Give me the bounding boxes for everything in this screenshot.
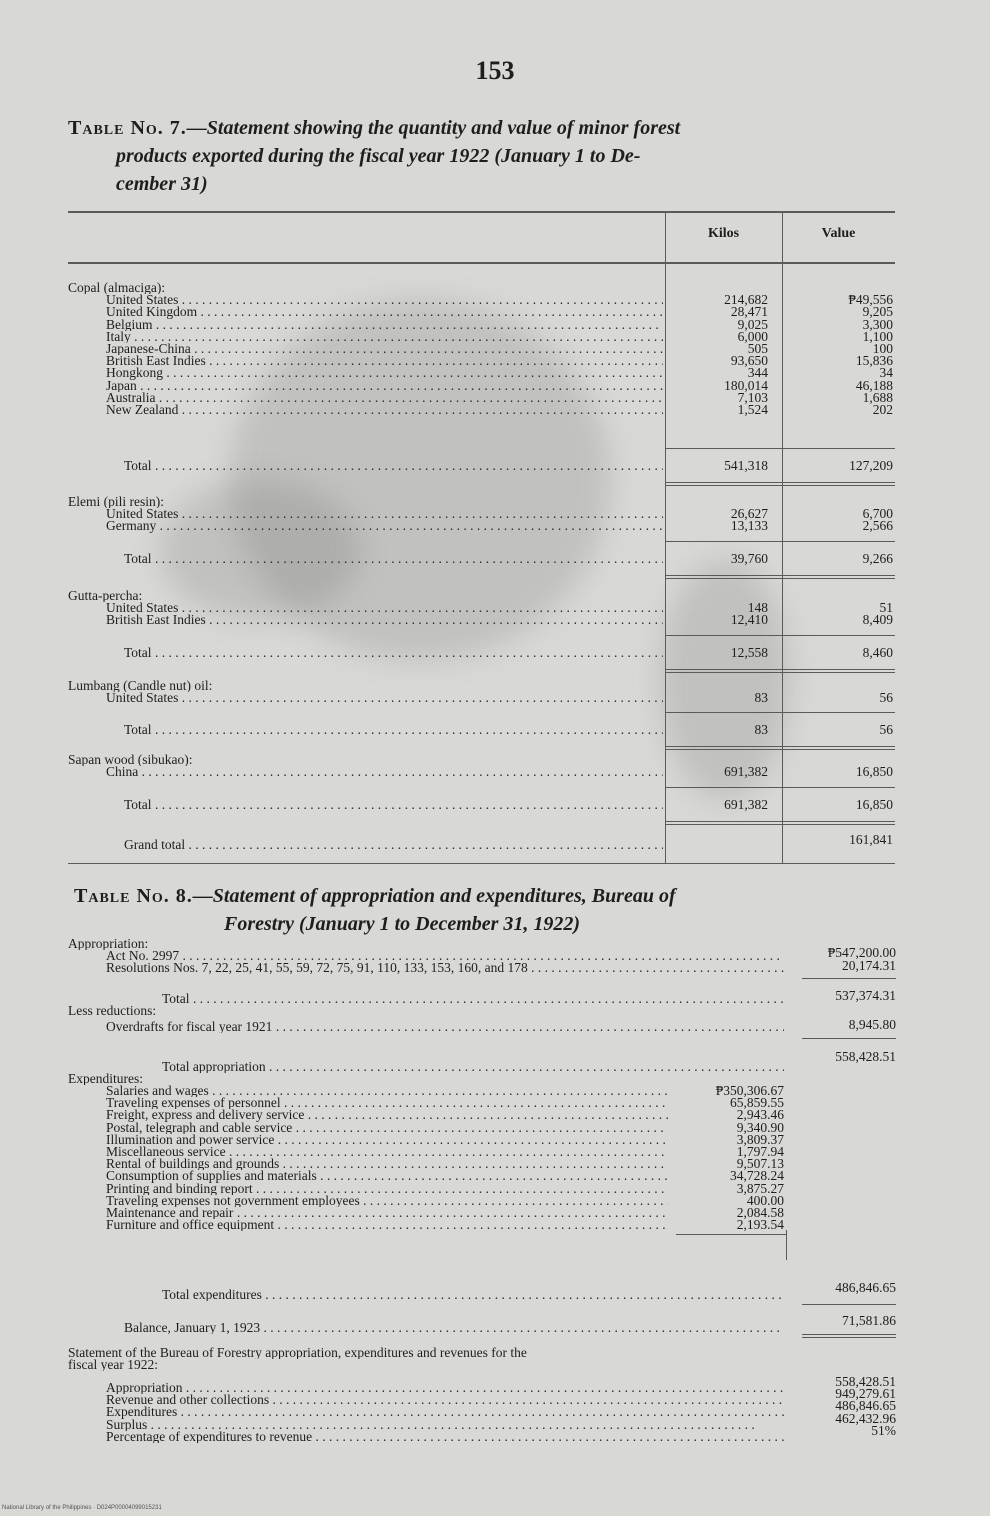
group-heading: Copal (almaciga): [68, 282, 166, 295]
kilos-cell: 505 [747, 341, 768, 356]
kilos-cell: 28,471 [730, 304, 768, 320]
total-kilos: 83 [754, 722, 768, 737]
row-label: New Zealand . . . [106, 404, 663, 416]
expenditure-value: 1,797.94 [736, 1144, 784, 1159]
double-rule [665, 672, 895, 673]
group-heading: Elemi (pili resin): [68, 496, 164, 509]
double-rule [665, 669, 895, 670]
page-number: 153 [475, 56, 515, 85]
total-label: Total . . . [124, 553, 663, 565]
kilos-cell: 13,133 [730, 518, 768, 534]
value-cell: 2,566 [862, 518, 893, 534]
table7-title-1: —Statement showing the quantity and value of minor forest [186, 117, 681, 139]
table7-title-3: cember 31) [116, 173, 208, 195]
table8-caption [74, 882, 904, 938]
kilos-header: Kilos [707, 226, 740, 241]
row-label: Italy . . . [106, 331, 663, 343]
statement-line-2: fiscal year 1922: [68, 1359, 158, 1372]
total-label: Total . . . [124, 799, 663, 811]
act-label: Act No. 2997 . . . [106, 950, 784, 962]
row-label: United Kingdom . . . [106, 306, 663, 318]
balance-value: 71,581.86 [842, 1313, 896, 1328]
table8-label: Table No. 8. [74, 885, 193, 907]
total-value: 16,850 [855, 797, 893, 812]
kilos-cell: 180,014 [724, 377, 768, 393]
value-cell: 51 [879, 600, 893, 616]
row-label: British East Indies . . . [106, 614, 663, 626]
value-cell: 46,188 [855, 377, 893, 393]
statement-row-label: Revenue and other collections . . . [106, 1394, 784, 1406]
sum-divider [786, 1230, 787, 1260]
total-label: Total . . . [124, 724, 663, 736]
expenditure-label: Postal, telegraph and cable service . . . [106, 1122, 668, 1134]
statement-row-value: 51% [871, 1422, 896, 1438]
double-rule [802, 1337, 896, 1338]
subtotal-rule [665, 541, 895, 542]
expenditure-value: 2,193.54 [736, 1217, 784, 1233]
row-label: Belgium . . . [106, 319, 663, 331]
row-label: Hongkong . . . [106, 367, 663, 379]
total-expenditures-label: Total expenditures . . . [162, 1289, 784, 1301]
total-label: Total . . . [124, 460, 663, 472]
expenditure-label: Illumination and power service . . . [106, 1134, 668, 1146]
expenditure-value: ₱350,306.67 [715, 1083, 784, 1098]
subtotal-rule [665, 787, 895, 788]
expenditure-label: Salaries and wages . . . [106, 1085, 668, 1097]
double-rule [665, 824, 895, 825]
appropriation-heading: Appropriation: [68, 938, 149, 951]
expenditure-value: 9,507.13 [736, 1156, 784, 1172]
table7-label: Table No. 7. [68, 117, 187, 139]
kilos-cell: 148 [747, 600, 768, 616]
resolutions-value: 20,174.31 [842, 958, 896, 973]
row-label: China . . . [106, 766, 663, 778]
value-cell: 3,300 [862, 316, 893, 332]
value-cell: 16,850 [855, 764, 893, 780]
expenditure-label: Traveling expenses of personnel . . . [106, 1097, 668, 1109]
statement-line-1: Statement of the Bureau of Forestry appropriation, expenditures and revenues for the [68, 1347, 527, 1360]
statement-row-value: 486,846.65 [835, 1398, 896, 1414]
statement-row-value: 949,279.61 [835, 1386, 896, 1402]
double-rule [665, 749, 895, 750]
table7-title-2: products exported during the fiscal year 1922 (January 1 to De- [116, 145, 641, 167]
row-label: United States . . . [106, 692, 663, 704]
kilos-cell: 1,524 [737, 402, 768, 417]
table7-header-rule [68, 262, 895, 264]
row-label: United States . . . [106, 602, 663, 614]
value-cell: 100 [872, 341, 893, 356]
total-appropriation-label: Total appropriation . . . [162, 1061, 784, 1073]
statement-row-label: Percentage of expenditures to revenue . . . [106, 1431, 784, 1443]
group-heading: Lumbang (Candle nut) oil: [68, 680, 213, 693]
overdrafts-label: Overdrafts for fiscal year 1921 . . . [106, 1021, 784, 1033]
row-label: Japan . . . [106, 380, 663, 392]
double-rule [665, 821, 895, 822]
act-value: ₱547,200.00 [827, 945, 896, 960]
row-label: Germany . . . [106, 520, 663, 532]
expenditure-value: 3,875.27 [736, 1180, 784, 1196]
double-rule [665, 485, 895, 486]
total-kilos: 691,382 [724, 797, 768, 812]
row-label: United States . . . [106, 508, 663, 520]
row-label: British East Indies . . . [106, 355, 663, 367]
sum-rule [802, 1304, 896, 1305]
value-cell: 1,100 [862, 328, 893, 344]
overdrafts-value: 8,945.80 [848, 1017, 896, 1032]
total-expenditures-value: 486,846.65 [835, 1280, 896, 1295]
subtotal-rule [665, 448, 895, 449]
expenditure-label: Consumption of supplies and materials . . . [106, 1170, 668, 1182]
expenditure-label: Printing and binding report . . . [106, 1183, 668, 1195]
double-rule [665, 575, 895, 576]
double-rule [665, 746, 895, 747]
kilos-cell: 9,025 [737, 316, 768, 332]
table8-title-2: Forestry (January 1 to December 31, 1922) [224, 913, 581, 935]
row-label: United States . . . [106, 294, 663, 306]
statement-row-label: Expenditures . . . [106, 1406, 784, 1418]
subtotal-rule [665, 712, 895, 713]
value-cell: 8,409 [862, 612, 893, 628]
kilos-cell: 93,650 [730, 353, 768, 369]
total-label: Total . . . [162, 993, 784, 1005]
value-cell: 1,688 [862, 389, 893, 405]
expenditure-value: 9,340.90 [736, 1119, 784, 1135]
double-rule [665, 578, 895, 579]
expenditures-heading: Expenditures: [68, 1073, 143, 1086]
expenditure-value: 3,809.37 [736, 1131, 784, 1147]
group-heading: Sapan wood (sibukao): [68, 754, 193, 767]
less-heading: Less reductions: [68, 1005, 157, 1018]
total-value: 8,460 [862, 645, 893, 660]
row-label: Australia . . . [106, 392, 663, 404]
sum-rule [802, 978, 896, 979]
value-cell: 56 [879, 690, 893, 706]
kilos-cell: 26,627 [730, 506, 768, 522]
total-appropriation-value: 558,428.51 [835, 1049, 896, 1064]
expenditure-label: Freight, express and delivery service . . . [106, 1109, 668, 1121]
expenditure-value: 65,859.55 [730, 1095, 784, 1111]
value-cell: 15,836 [855, 353, 893, 369]
expenditure-value: 34,728.24 [730, 1168, 784, 1184]
grand-total-label: Grand total . . . [124, 839, 663, 851]
value-header: Value [821, 226, 856, 241]
statement-row-label: Appropriation . . . [106, 1382, 784, 1394]
kilos-cell: 7,103 [737, 389, 768, 405]
total-value: 127,209 [849, 458, 893, 473]
total-kilos: 12,558 [730, 645, 768, 660]
value-cell: 34 [879, 365, 893, 381]
expenditure-value: 2,084.58 [736, 1205, 784, 1220]
expenditure-label: Traveling expenses not government employees . . . [106, 1195, 668, 1207]
library-footer: National Library of the Philippines · D024P0000409901​5231 [2, 1505, 162, 1511]
statement-row-value: 558,428.51 [835, 1374, 896, 1389]
group-heading: Gutta-percha: [68, 590, 143, 603]
kilos-cell: 214,682 [724, 292, 768, 308]
kilos-cell: 6,000 [737, 328, 768, 344]
statement-row-label: Surplus . . . [106, 1419, 784, 1431]
total-value: 56 [879, 722, 893, 737]
table7-top-rule [68, 211, 895, 213]
total-kilos: 541,318 [724, 458, 768, 473]
total-label: Total . . . [124, 647, 663, 659]
row-label: Japanese-China . . . [106, 343, 663, 355]
total-value: 9,266 [862, 551, 893, 566]
statement-row-value: 462,432.96 [835, 1410, 896, 1426]
expenditure-label: Maintenance and repair . . . [106, 1207, 668, 1219]
expenditure-label: Miscellaneous service . . . [106, 1146, 668, 1158]
expenditure-value: 400.00 [746, 1192, 784, 1208]
total-kilos: 39,760 [730, 551, 768, 566]
total-value: 537,374.31 [835, 988, 896, 1003]
subtotal-rule [665, 635, 895, 636]
kilos-cell: 12,410 [730, 612, 768, 628]
resolutions-label: Resolutions Nos. 7, 22, 25, 41, 55, 59, 72, 75, 91, 110, 133, 153, 160, and 178 . . . [106, 962, 784, 974]
kilos-cell: 344 [747, 365, 768, 381]
value-cell: ₱49,556 [848, 292, 893, 308]
expenditure-label: Furniture and office equipment . . . [106, 1219, 668, 1231]
balance-label: Balance, January 1, 1923 . . . [124, 1322, 784, 1334]
value-cell: 9,205 [862, 304, 893, 320]
kilos-cell: 691,382 [724, 764, 768, 780]
double-rule [802, 1334, 896, 1335]
table7-bottom-rule [68, 863, 895, 864]
expenditure-label: Rental of buildings and grounds . . . [106, 1158, 668, 1170]
grand-total-value: 161,841 [849, 832, 893, 847]
double-rule [665, 482, 895, 483]
value-cell: 6,700 [862, 506, 893, 522]
value-cell: 202 [872, 402, 893, 417]
sum-rule [802, 1038, 896, 1039]
expenditure-value: 2,943.46 [736, 1107, 784, 1123]
table8-title-1: —Statement of appropriation and expenditures, Bureau of [192, 885, 676, 907]
table7-caption [68, 114, 898, 198]
kilos-cell: 83 [754, 690, 768, 706]
sum-rule [676, 1234, 786, 1235]
